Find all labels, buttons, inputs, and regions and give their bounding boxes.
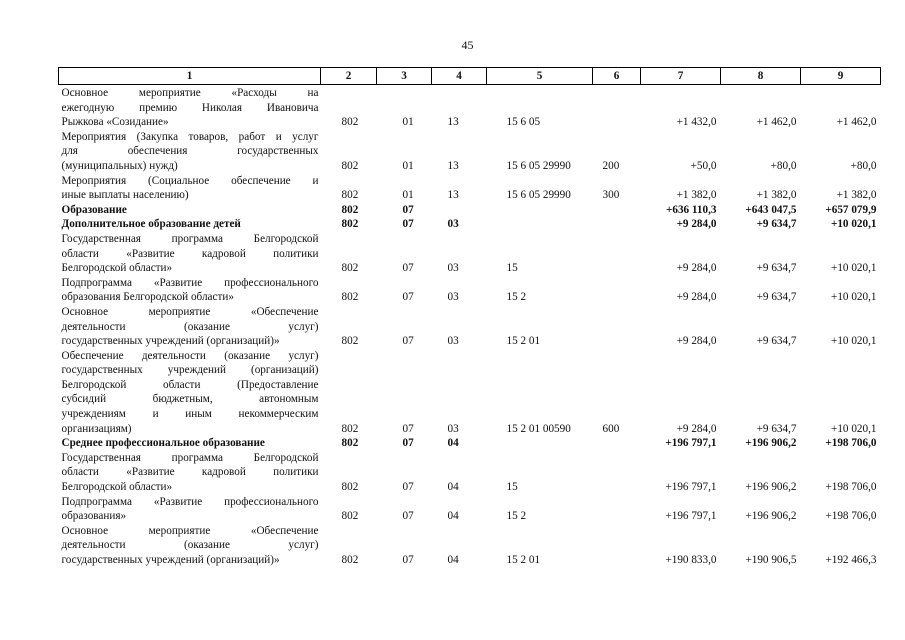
expense-type-code <box>593 305 641 349</box>
row-name-line: Дополнительное образование детей <box>61 218 241 231</box>
row-name-line: Основное мероприятие «Обеспечение <box>61 305 319 318</box>
section-code: 07 <box>402 437 414 450</box>
subsection-code: 03 <box>447 335 459 348</box>
table-row <box>59 217 881 232</box>
target-article-code: 15 2 <box>506 510 527 523</box>
row-name-line: области «Развитие кадровой политики <box>61 466 319 479</box>
row-name <box>59 232 321 276</box>
amount-year-2: +9 634,7 <box>756 262 797 275</box>
table-row <box>59 524 881 568</box>
row-name-line: образования Белгородской области» <box>61 291 234 304</box>
amount-year-2: +1 462,0 <box>756 116 797 129</box>
target-article-code: 15 2 01 <box>506 335 541 348</box>
header-cell: 3 <box>377 68 432 85</box>
row-name <box>59 130 321 174</box>
row-name <box>59 217 321 232</box>
expense-type-code <box>593 495 641 524</box>
amount-year-1: +1 382,0 <box>676 189 717 202</box>
row-name-line: Белгородской области» <box>61 481 173 494</box>
row-name-line: организациям) <box>61 422 132 435</box>
expense-type-code: 300 <box>602 189 620 202</box>
ministry-code: 802 <box>341 422 359 435</box>
expense-type-code <box>593 85 641 130</box>
amount-year-2: +80,0 <box>770 159 797 172</box>
row-name-line: Мероприятия (Социальное обеспечение и <box>61 174 319 187</box>
row-name-line: государственных учреждений (организаций)» <box>61 335 280 348</box>
section-code: 01 <box>402 189 414 202</box>
row-name <box>59 451 321 495</box>
section-code: 07 <box>402 203 414 216</box>
ministry-code: 802 <box>341 218 359 231</box>
row-name-line: (муниципальных) нужд) <box>61 159 178 172</box>
header-cell: 2 <box>321 68 377 85</box>
amount-year-3: +1 382,0 <box>836 189 877 202</box>
ministry-code: 802 <box>341 262 359 275</box>
row-name-line: Среднее профессиональное образование <box>61 437 265 450</box>
section-code: 07 <box>402 262 414 275</box>
row-name-line: Государственная программа Белгородской <box>61 232 319 245</box>
expense-type-code: 200 <box>602 159 620 172</box>
subsection-code: 04 <box>447 510 459 523</box>
expense-type-code <box>593 232 641 276</box>
amount-year-2: +9 634,7 <box>756 335 797 348</box>
target-article-code <box>487 436 593 451</box>
target-article-code: 15 2 01 00590 <box>506 422 571 435</box>
subsection-code: 13 <box>447 189 459 202</box>
row-name-line: Подпрограмма «Развитие профессионального <box>61 276 319 289</box>
row-name-line: Мероприятия (Закупка товаров, работ и услуг <box>61 130 319 143</box>
amount-year-2: +1 382,0 <box>756 189 797 202</box>
amount-year-3: +198 706,0 <box>825 510 877 523</box>
section-code: 07 <box>402 422 414 435</box>
expense-type-code: 600 <box>602 422 620 435</box>
ministry-code: 802 <box>341 554 359 566</box>
table-row <box>59 305 881 349</box>
amount-year-1: +196 797,1 <box>665 481 717 494</box>
header-cell: 4 <box>432 68 487 85</box>
subsection-code: 13 <box>447 159 459 172</box>
table-row <box>59 174 881 203</box>
table-body <box>59 85 881 568</box>
table-row <box>59 85 881 130</box>
amount-year-2: +9 634,7 <box>756 422 797 435</box>
expense-type-code <box>593 436 641 451</box>
table-row <box>59 495 881 524</box>
amount-year-1: +9 284,0 <box>676 422 717 435</box>
expense-type-code <box>593 451 641 495</box>
amount-year-1: +9 284,0 <box>676 218 717 231</box>
section-code: 07 <box>402 510 414 523</box>
amount-year-3: +10 020,1 <box>831 335 877 348</box>
subsection-code: 03 <box>447 291 459 304</box>
table-row <box>59 276 881 305</box>
amount-year-2: +9 634,7 <box>756 291 797 304</box>
section-code: 07 <box>402 554 414 566</box>
row-name-line: иные выплаты населению) <box>61 189 189 202</box>
row-name-line: ежегодную премию Николая Ивановича <box>61 101 319 114</box>
amount-year-1: +196 797,1 <box>665 437 717 450</box>
expense-type-code <box>593 203 641 218</box>
amount-year-1: +196 797,1 <box>665 510 717 523</box>
row-name-line: Образование <box>61 203 127 216</box>
target-article-code: 15 6 05 29990 <box>506 159 571 172</box>
amount-year-3: +10 020,1 <box>830 218 877 231</box>
subsection-code: 03 <box>447 262 459 275</box>
ministry-code: 802 <box>341 291 359 304</box>
row-name-line: Белгородской области (Предоставление <box>61 378 319 391</box>
target-article-code: 15 <box>506 481 518 494</box>
table-row <box>59 436 881 451</box>
target-article-code: 15 6 05 29990 <box>506 189 571 202</box>
row-name <box>59 436 321 451</box>
amount-year-2: +196 906,2 <box>745 437 797 450</box>
subsection-code: 03 <box>447 422 459 435</box>
row-name <box>59 85 321 130</box>
row-name-line: для обеспечения государственных <box>61 145 319 158</box>
row-name-line: субсидий бюджетным, автономным <box>61 393 319 406</box>
amount-year-3: +10 020,1 <box>831 291 877 304</box>
target-article-code <box>487 217 593 232</box>
amount-year-1: +9 284,0 <box>676 335 717 348</box>
ministry-code: 802 <box>341 481 359 494</box>
amount-year-3: +198 706,0 <box>825 437 877 450</box>
header-cell: 1 <box>59 68 321 85</box>
row-name <box>59 349 321 437</box>
amount-year-1: +190 833,0 <box>665 554 717 566</box>
ministry-code: 802 <box>341 189 359 202</box>
row-name <box>59 174 321 203</box>
row-name-line: образования» <box>61 510 127 523</box>
expense-type-code <box>593 276 641 305</box>
page-number: 45 <box>461 38 474 52</box>
header-row <box>59 68 881 85</box>
subsection-code: 04 <box>447 437 459 450</box>
subsection-code: 13 <box>447 116 459 129</box>
section-code: 07 <box>402 291 414 304</box>
row-name-line: государственных учреждений (организаций) <box>61 364 319 377</box>
row-name-line: Основное мероприятие «Обеспечение <box>61 524 319 537</box>
amount-year-1: +9 284,0 <box>676 291 717 304</box>
row-name-line: деятельности (оказание услуг) <box>61 320 319 333</box>
row-name <box>59 203 321 218</box>
ministry-code: 802 <box>341 437 359 450</box>
expense-type-code <box>593 217 641 232</box>
header-cell: 7 <box>641 68 721 85</box>
amount-year-1: +50,0 <box>690 159 717 172</box>
amount-year-2: +196 906,2 <box>745 510 797 523</box>
expense-type-code <box>593 524 641 568</box>
table-row <box>59 451 881 495</box>
ministry-code: 802 <box>341 510 359 523</box>
row-name-line: области «Развитие кадровой политики <box>61 247 319 260</box>
row-name-line: Подпрограмма «Развитие профессионального <box>61 495 319 508</box>
subsection-code: 04 <box>447 554 459 566</box>
table-row <box>59 349 881 437</box>
row-name-line: Обеспечение деятельности (оказание услуг) <box>61 349 319 362</box>
row-name <box>59 276 321 305</box>
amount-year-3: +192 466,3 <box>825 554 877 566</box>
section-code: 07 <box>402 335 414 348</box>
amount-year-2: +9 634,7 <box>756 218 797 231</box>
amount-year-2: +196 906,2 <box>745 481 797 494</box>
table-row <box>59 203 881 218</box>
amount-year-3: +10 020,1 <box>831 422 877 435</box>
ministry-code: 802 <box>341 203 359 216</box>
row-name <box>59 524 321 568</box>
header-cell: 9 <box>801 68 881 85</box>
amount-year-3: +1 462,0 <box>836 116 877 129</box>
target-article-code: 15 <box>506 262 518 275</box>
amount-year-3: +80,0 <box>850 159 877 172</box>
row-name-line: Белгородской области» <box>61 262 173 275</box>
subsection-code: 04 <box>447 481 459 494</box>
ministry-code: 802 <box>341 116 359 129</box>
table-row <box>59 232 881 276</box>
budget-table <box>58 67 881 568</box>
section-code: 01 <box>402 116 414 129</box>
table-row <box>59 130 881 174</box>
amount-year-3: +10 020,1 <box>831 262 877 275</box>
amount-year-2: +190 906,5 <box>745 554 797 566</box>
amount-year-1: +636 110,3 <box>665 203 717 216</box>
target-article-code: 15 2 <box>506 291 527 304</box>
subsection-code <box>432 203 487 218</box>
row-name <box>59 305 321 349</box>
row-name-line: Рыжкова «Созидание» <box>61 116 169 129</box>
amount-year-2: +643 047,5 <box>745 203 797 216</box>
row-name <box>59 495 321 524</box>
row-name-line: государственных учреждений (организаций)» <box>61 554 280 566</box>
target-article-code <box>487 203 593 218</box>
section-code: 01 <box>402 159 414 172</box>
ministry-code: 802 <box>341 159 359 172</box>
row-name-line: учреждениям и иным некоммерческим <box>61 408 319 421</box>
row-name-line: Основное мероприятие «Расходы на <box>61 87 319 99</box>
ministry-code: 802 <box>341 335 359 348</box>
amount-year-1: +1 432,0 <box>676 116 717 129</box>
row-name-line: деятельности (оказание услуг) <box>61 539 319 552</box>
subsection-code: 03 <box>447 218 459 231</box>
header-cell: 8 <box>721 68 801 85</box>
amount-year-3: +657 079,9 <box>825 203 877 216</box>
section-code: 07 <box>402 481 414 494</box>
header-cell: 5 <box>487 68 593 85</box>
target-article-code: 15 6 05 <box>506 116 541 129</box>
target-article-code: 15 2 01 <box>506 554 541 566</box>
row-name-line: Государственная программа Белгородской <box>61 451 319 464</box>
amount-year-3: +198 706,0 <box>825 481 877 494</box>
section-code: 07 <box>402 218 414 231</box>
header-cell: 6 <box>593 68 641 85</box>
amount-year-1: +9 284,0 <box>676 262 717 275</box>
